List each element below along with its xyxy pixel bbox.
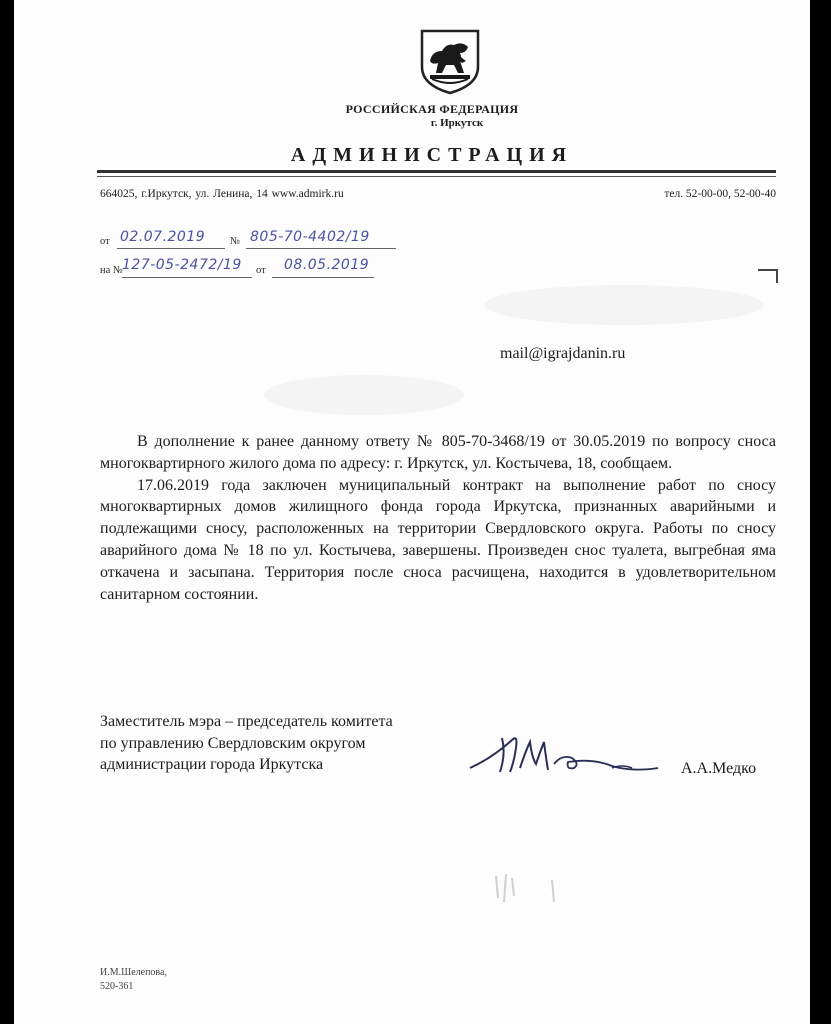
reply-date-value: 08.05.2019 <box>284 257 370 273</box>
position-line-1: Заместитель мэра – председатель комитета <box>100 713 393 730</box>
handwritten-signature-icon <box>462 728 672 783</box>
organization-title: АДМИНИСТРАЦИЯ <box>290 144 574 166</box>
reply-date-underline <box>272 277 374 278</box>
executor-info <box>100 966 167 994</box>
reply-number-label: на № <box>100 265 123 276</box>
body-paragraph-2: 17.06.2019 года заключен муниципальный контракт на выполнение работ по сносу многоквартирных домов жилищного фонда города Иркутска, признанных аварийными и подлежащими сносу, расположенных на территории Свердловского округа. Работы по сносу аварийного дома № 18 по ул. Костычева, завершены. Произведен снос туалета, выгребная яма откачена и засыпана. Территория после сноса расчищена, находится в удовлетворительном санитарном состоянии. <box>100 476 776 603</box>
ref-number-label: № <box>230 236 241 247</box>
reply-number-value: 127-05-2472/19 <box>122 257 242 273</box>
redacted-area <box>484 285 764 325</box>
irkutsk-coat-of-arms-icon <box>416 27 484 95</box>
ref-date-value: 02.07.2019 <box>120 229 206 245</box>
letter-body <box>100 431 776 605</box>
signer-name: А.А.Медко <box>681 760 757 777</box>
header-rule-thin <box>97 176 776 177</box>
addressee-corner-mark <box>758 269 778 283</box>
header-rule-thick <box>97 170 776 173</box>
city-name: г. Иркутск <box>430 117 484 129</box>
reply-number-underline <box>122 277 252 278</box>
redacted-area <box>264 375 464 415</box>
recipient-email: mail@igrajdanin.ru <box>500 345 626 362</box>
ref-number-value: 805-70-4402/19 <box>250 229 370 245</box>
ref-number-underline <box>246 248 396 249</box>
executor-phone: 520-361 <box>100 981 134 992</box>
organization-address: 664025, г.Иркутск, ул. Ленина, 14 www.admirk.ru <box>100 188 344 200</box>
position-line-3: администрации города Иркутска <box>100 756 324 773</box>
faint-stamp-marks <box>492 868 572 908</box>
ref-date-underline <box>117 248 225 249</box>
executor-name: И.М.Шелепова, <box>100 967 167 978</box>
signer-position <box>100 711 393 776</box>
organization-phone: тел. 52-00-00, 52-00-40 <box>664 188 776 200</box>
ref-date-label: от <box>100 236 110 247</box>
letter-page <box>14 0 810 1024</box>
reply-date-label: от <box>256 265 266 276</box>
country-name: РОССИЙСКАЯ ФЕДЕРАЦИЯ <box>345 102 519 116</box>
body-paragraph-1: В дополнение к ранее данному ответу № 805-70-3468/19 от 30.05.2019 по вопросу сноса многоквартирного жилого дома по адресу: г. Иркутск, ул. Костычева, 18, сообщаем. <box>100 433 776 472</box>
position-line-2: по управлению Свердловским округом <box>100 734 366 752</box>
